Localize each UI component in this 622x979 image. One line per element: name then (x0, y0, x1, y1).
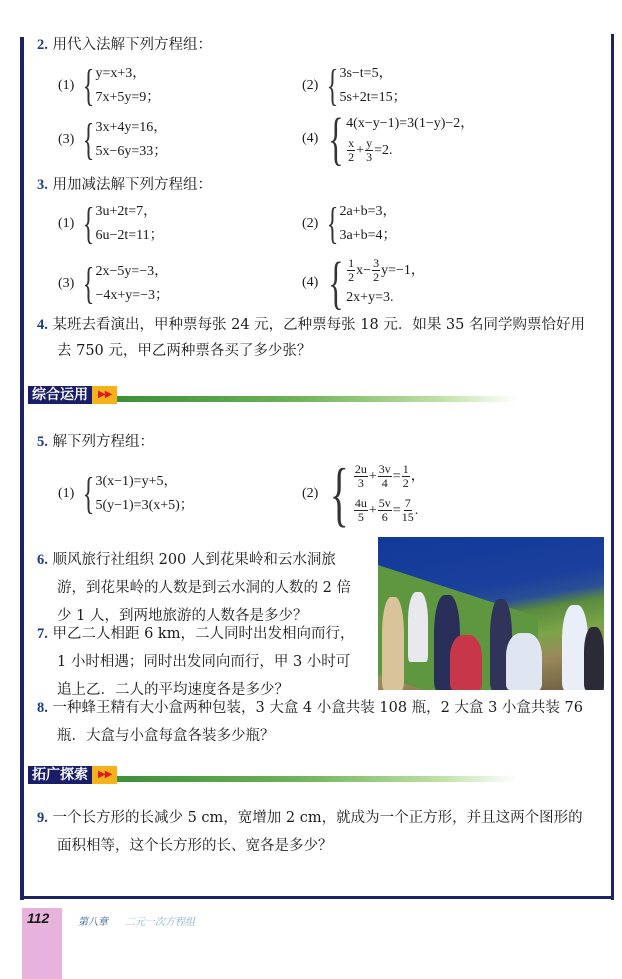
q2-system-3 (58, 116, 167, 164)
equation-rhs: y=−1， (381, 263, 425, 278)
question-text: 顺风旅行社组织 200 人到花果岭和云水洞旅 (52, 552, 336, 568)
operator: = (392, 469, 401, 484)
section-label: 拓广探索 (28, 766, 92, 784)
q2-system-1 (58, 62, 160, 110)
equation: 3a+b=4； (339, 228, 397, 243)
fraction-numerator: 1 (402, 462, 409, 477)
chapter-title: 二元一次方程组 (125, 917, 195, 928)
fraction-denominator: 3 (357, 476, 364, 491)
fraction-numerator: 3 (373, 256, 380, 271)
question-number: 5. (37, 434, 48, 450)
equation: 6u−2t=11； (95, 228, 164, 243)
equation (353, 460, 425, 494)
question-text: 1 小时相遇；同时出发同向而行，甲 3 小时可 (57, 654, 351, 670)
system-label: (1) (58, 486, 75, 501)
fraction-denominator: 2 (402, 476, 409, 491)
question-text: 追上乙．二人的平均速度各是多少？ (57, 682, 289, 698)
equation: 3s−t=5， (339, 66, 393, 81)
operator: + (368, 469, 377, 484)
question-text: 一种蜂王精有大小盒两种包装，3 大盒 4 小盒共装 108 瓶，2 大盒 3 小盒共装 76 (52, 700, 583, 716)
equation: 7x+5y=9； (95, 90, 161, 105)
operator: + (368, 503, 377, 518)
section-divider-line (117, 776, 517, 782)
equation: 2x+y=3. (346, 290, 394, 305)
fraction-numerator: 5v (378, 496, 391, 511)
left-brace-icon: { (328, 250, 344, 315)
double-arrow-icon: ▶▶ (92, 386, 117, 404)
equation (346, 256, 425, 286)
left-brace-icon: { (83, 61, 95, 110)
question-4 (37, 312, 607, 364)
question-8 (37, 694, 607, 750)
operator: = (392, 503, 401, 518)
fraction-numerator: 7 (404, 496, 411, 511)
equation: 5x−6y=33； (95, 144, 168, 159)
question-text: 甲乙二人相距 6 km，二人同时出发相向而行， (52, 626, 355, 642)
system-label: (1) (58, 216, 75, 231)
left-brace-icon: { (83, 259, 95, 308)
equation: 4(x−y−1)=3(1−y)−2， (346, 116, 475, 131)
fraction-denominator: 6 (381, 510, 388, 525)
equation (353, 494, 425, 528)
system-label: (2) (302, 486, 319, 501)
punctuation: ， (410, 469, 425, 484)
double-arrow-icon: ▶▶ (92, 766, 117, 784)
tourists-on-mountain-photo (378, 537, 604, 690)
system-label: (3) (58, 276, 75, 291)
q3-system-3 (58, 260, 169, 308)
left-brace-icon: { (327, 199, 339, 248)
question-number: 2. (37, 37, 48, 53)
page-frame-right-border (611, 34, 614, 900)
question-2-prompt (37, 34, 212, 56)
section-divider-line (117, 396, 517, 402)
page-number: 112 (27, 910, 50, 926)
question-3-prompt (37, 174, 212, 196)
left-brace-icon: { (328, 106, 344, 171)
question-text: 去 750 元，甲乙两种票各买了多少张？ (57, 343, 312, 359)
photo-person (506, 633, 542, 690)
system-label: (2) (302, 216, 319, 231)
equation: 5s+2t=15； (339, 90, 407, 105)
photo-person (450, 635, 482, 690)
question-text: 一个长方形的长减少 5 cm，宽增加 2 cm，就成为一个正方形，并且这两个图形的 (52, 810, 583, 826)
q5-system-1 (58, 470, 194, 518)
photo-person (584, 627, 604, 690)
left-brace-icon: { (83, 199, 95, 248)
section-header-comprehensive (28, 386, 517, 404)
question-text: 解下列方程组： (52, 434, 154, 450)
section-header-exploration (28, 766, 517, 784)
left-brace-icon: { (327, 61, 339, 110)
fraction-denominator: 2 (373, 270, 380, 285)
page-frame-bottom-border (20, 896, 614, 899)
fraction-numerator: 1 (348, 256, 355, 271)
q3-system-2 (302, 200, 396, 248)
question-text: 某班去看演出，甲种票每张 24 元，乙种票每张 18 元．如果 35 名同学购票恰好用 (52, 317, 585, 333)
question-text: 少 1 人，到两地旅游的人数各是多少？ (57, 608, 308, 624)
chapter-label: 第八章 (78, 917, 108, 928)
question-7 (37, 620, 377, 704)
fraction-denominator: 3 (366, 150, 373, 165)
question-9 (37, 804, 607, 860)
equation: 5(y−1)=3(x+5)； (95, 498, 194, 513)
equation: −4x+y=−3； (95, 288, 170, 303)
question-number: 6. (37, 552, 48, 568)
punctuation: . (414, 503, 419, 518)
system-label: (3) (58, 132, 75, 147)
fraction-numerator: 3v (378, 462, 391, 477)
fraction-denominator: 15 (401, 510, 414, 525)
question-6 (37, 546, 377, 630)
question-text: 面积相等，这个长方形的长、宽各是多少？ (57, 838, 333, 854)
question-number: 8. (37, 700, 48, 716)
left-brace-icon: { (83, 469, 95, 518)
question-text: 用代入法解下列方程组： (52, 37, 212, 53)
fraction-denominator: 5 (357, 510, 364, 525)
question-text: 游，到花果岭的人数是到云水洞的人数的 2 倍 (57, 580, 351, 596)
question-number: 7. (37, 626, 48, 642)
equation: y=x+3， (95, 66, 147, 81)
section-label: 综合运用 (28, 386, 92, 404)
page-frame-left-border (20, 37, 24, 900)
left-brace-icon: { (83, 115, 95, 164)
fraction-numerator: 2u (354, 462, 367, 477)
question-number: 3. (37, 177, 48, 193)
question-number: 9. (37, 810, 48, 826)
q2-system-2 (302, 62, 407, 110)
fraction-denominator: 4 (381, 476, 388, 491)
equation: 3u+2t=7， (95, 204, 158, 219)
system-label: (2) (302, 78, 319, 93)
question-5-prompt (37, 431, 154, 453)
equation: 2a+b=3， (339, 204, 397, 219)
fraction-numerator: y (366, 136, 373, 151)
equation-term: x− (356, 263, 372, 278)
system-label: (4) (302, 275, 319, 290)
fraction-denominator: 2 (348, 270, 355, 285)
fraction-numerator: x (348, 136, 355, 151)
question-number: 4. (37, 317, 48, 333)
question-text: 用加减法解下列方程组： (52, 177, 212, 193)
equation (346, 136, 474, 166)
photo-person (408, 592, 428, 662)
system-label: (4) (302, 131, 319, 146)
equation: 2x−5y=−3， (95, 264, 169, 279)
system-label: (1) (58, 78, 75, 93)
fraction-denominator: 2 (348, 150, 355, 165)
equation: 3x+4y=16， (95, 120, 168, 135)
question-text: 瓶．大盒与小盒每盒各装多少瓶？ (57, 728, 275, 744)
equation: 3(x−1)=y+5， (95, 474, 178, 489)
q3-system-1 (58, 200, 164, 248)
operator: + (356, 143, 365, 158)
equation-rhs: =2. (374, 143, 393, 158)
q5-system-2 (302, 454, 425, 534)
left-brace-icon: { (330, 454, 350, 534)
fraction-numerator: 4u (354, 496, 367, 511)
photo-person (382, 597, 404, 690)
q2-system-4 (302, 106, 475, 171)
q3-system-4 (302, 250, 425, 315)
